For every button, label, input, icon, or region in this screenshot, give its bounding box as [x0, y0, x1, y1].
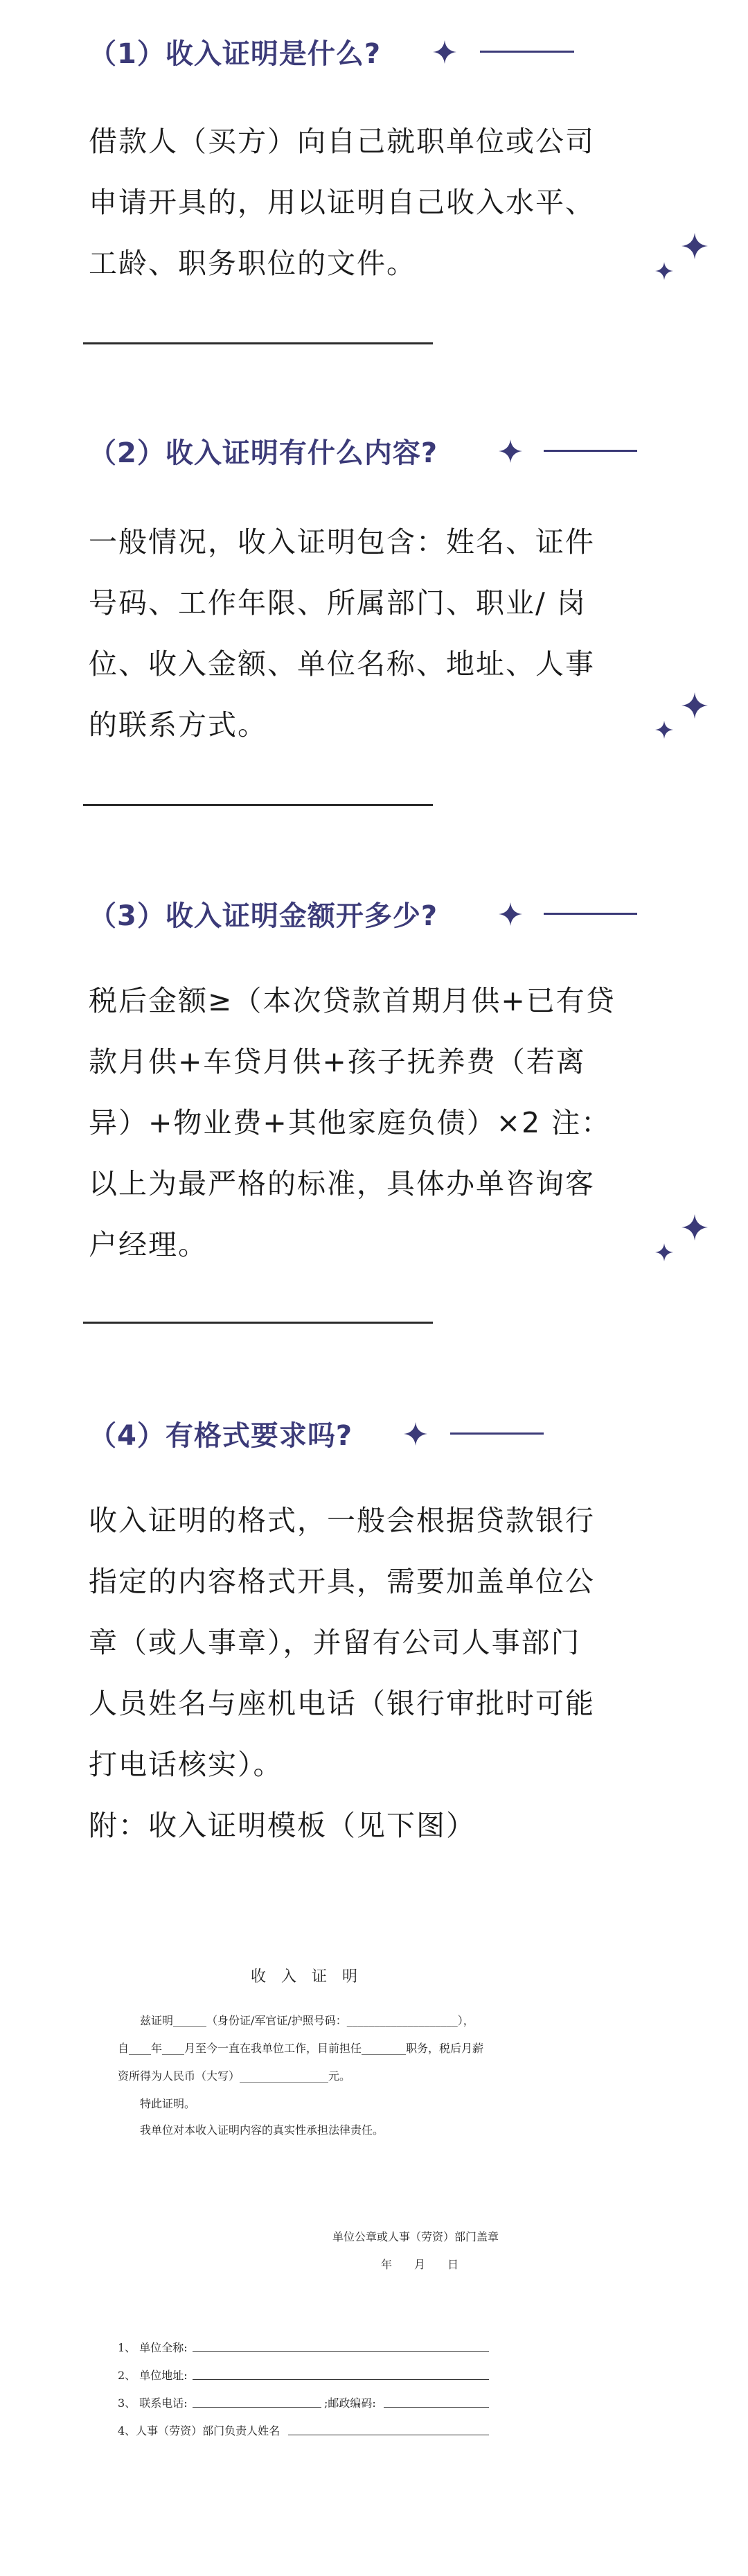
template-postcode: ;邮政编码: — [324, 2397, 376, 2410]
body-line: 异）+物业费+其他家庭负债）×2 注： — [89, 1106, 612, 1139]
body-line: 位、收入金额、单位名称、地址、人事 — [89, 647, 595, 681]
sparkle-icon — [404, 1422, 427, 1446]
field-line — [193, 2351, 489, 2352]
body-line: 款月供+车贷月供+孩子抚养费（若离 — [89, 1045, 586, 1078]
field-line — [193, 2407, 321, 2408]
sparkle-icon — [433, 40, 456, 64]
body-line: 人员姓名与座机电话（银行审批时可能 — [89, 1687, 595, 1720]
body-line: 申请开具的，用以证明自己收入水平、 — [89, 186, 595, 219]
body-line: 一般情况，收入证明包含：姓名、证件 — [89, 525, 595, 559]
body-line: 以上为最严格的标准，具体办单咨询客 — [89, 1167, 595, 1200]
field-line — [193, 2379, 489, 2380]
heading-rule — [480, 51, 574, 53]
section-heading: （2）收入证明有什么内容? — [89, 437, 438, 469]
body-line: 附：收入证明模板（见下图） — [89, 1809, 476, 1842]
sparkle-icon — [499, 439, 522, 463]
body-line: 户经理。 — [89, 1228, 208, 1261]
section-body — [89, 111, 636, 294]
template-line: 特此证明。 — [140, 2097, 196, 2110]
template-seal-note: 单位公章或人事（劳资）部门盖章 — [332, 2230, 499, 2243]
sparkle-icon — [682, 692, 708, 719]
sparkle-icon — [499, 902, 522, 926]
body-line: 工龄、职务职位的文件。 — [89, 247, 416, 280]
body-line: 号码、工作年限、所属部门、职业/ 岗 — [89, 586, 587, 620]
template-field: 1、 单位全称: — [118, 2341, 188, 2354]
sparkle-icon — [655, 262, 673, 280]
sparkle-icon — [655, 721, 673, 739]
body-line: 借款人（买方）向自己就职单位或公司 — [89, 125, 595, 158]
template-title: 收入证明 — [251, 1968, 373, 1986]
template-line: 自____年____月至今一直在我单位工作，目前担任________职务，税后月薪 — [118, 2042, 484, 2055]
section-heading: （4）有格式要求吗? — [89, 1420, 353, 1452]
heading-rule — [450, 1432, 544, 1435]
section-body — [89, 1490, 636, 1856]
section-divider — [83, 342, 433, 344]
field-line — [384, 2407, 489, 2408]
income-certificate-template — [104, 1937, 506, 2478]
template-line: 我单位对本收入证明内容的真实性承担法律责任。 — [140, 2123, 384, 2137]
body-line: 收入证明的格式，一般会根据贷款银行 — [89, 1504, 595, 1537]
sparkle-icon — [682, 1214, 708, 1241]
section-divider — [83, 804, 433, 806]
template-field: 2、 单位地址: — [118, 2369, 188, 2382]
sparkle-icon — [682, 233, 708, 259]
heading-rule — [544, 913, 637, 915]
section-body — [89, 970, 636, 1275]
body-line: 指定的内容格式开具，需要加盖单位公 — [89, 1565, 595, 1598]
template-line: 兹证明______（身份证/军官证/护照号码：____________________）， — [140, 2014, 474, 2027]
template-field: 4、人事（劳资）部门负责人姓名 — [118, 2424, 280, 2437]
template-date: 年 月 日 — [381, 2258, 459, 2271]
body-line: 税后金额≥（本次贷款首期月供+已有贷 — [89, 984, 616, 1017]
body-line: 打电话核实）。 — [89, 1748, 283, 1781]
heading-rule — [544, 450, 637, 452]
section-heading: （3）收入证明金额开多少? — [89, 900, 438, 932]
body-line: 的联系方式。 — [89, 708, 267, 742]
template-line: 资所得为人民币（大写）________________元。 — [118, 2069, 351, 2083]
template-field: 3、 联系电话: — [118, 2397, 188, 2410]
section-heading: （1）收入证明是什么? — [89, 38, 382, 70]
section-divider — [83, 1322, 433, 1324]
sparkle-icon — [655, 1243, 673, 1261]
section-body — [89, 511, 636, 755]
body-line: 章（或人事章），并留有公司人事部门 — [89, 1626, 581, 1659]
